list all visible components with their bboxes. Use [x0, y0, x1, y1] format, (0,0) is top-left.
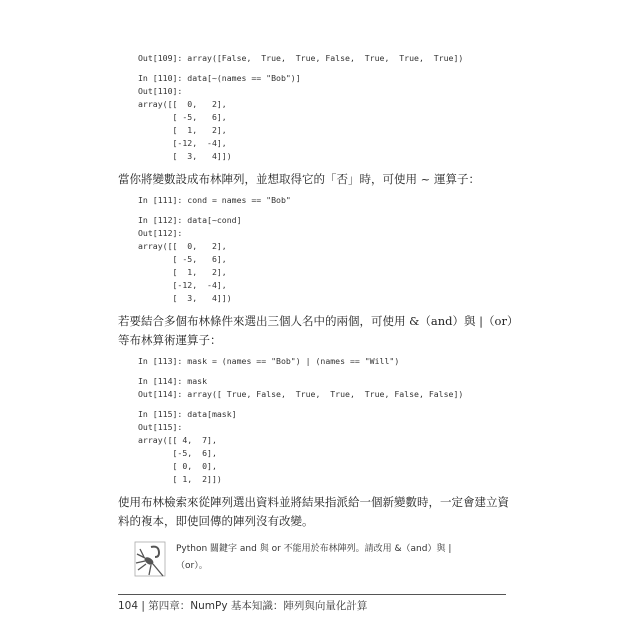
code-block-111: In [111]: cond = names == "Bob": [138, 195, 291, 205]
warning-note-box: [118, 541, 518, 585]
code-block-114: In [114]: mask Out[114]: array([ True, False, True, True, True, False, False]): [138, 376, 464, 399]
code-block-112: In [112]: data[~cond] Out[112]: array([[ 0, 2], [ -5, 6], [ 1, 2], [-12, -4], [ 3, 4]]): [138, 215, 242, 303]
warning-note: Python 關鍵字 and 與 or 不能用於布林陣列。請改用 &（and）與 |（or）。: [176, 544, 452, 571]
page-body: [118, 52, 518, 585]
paragraph-boolean-ops: 若要結合多個布林條件來選出三個人名中的兩個，可使用 &（and）與 |（or）等布林算術運算子：: [118, 314, 513, 347]
code-block-110: In [110]: data[~(names == "Bob")] Out[110]: array([[ 0, 2], [ -5, 6], [ 1, 2], [-12, -4], [ 3, 4]]): [138, 73, 301, 161]
paragraph-copy-note: 使用布林檢索來從陣列選出資料並將結果指派給一個新變數時，一定會建立資料的複本，即使回傳的陣列沒有改變。: [118, 495, 509, 528]
code-block-115: In [115]: data[mask] Out[115]: array([[ 4, 7], [-5, 6], [ 0, 0], [ 1, 2]]): [138, 409, 237, 484]
scorpion-icon: [131, 541, 169, 581]
code-block-113: In [113]: mask = (names == "Bob") | (names == "Will"): [138, 356, 400, 366]
code-output-109: Out[109]: array([False, True, True, False, True, True, True]): [138, 53, 464, 63]
paragraph-negation: 當你將變數設成布林陣列，並想取得它的「否」時，可使用 ~ 運算子：: [118, 172, 480, 186]
page-footer: 104 | 第四章：NumPy 基本知識：陣列與向量化計算: [118, 600, 368, 612]
footer-divider: [118, 594, 506, 595]
